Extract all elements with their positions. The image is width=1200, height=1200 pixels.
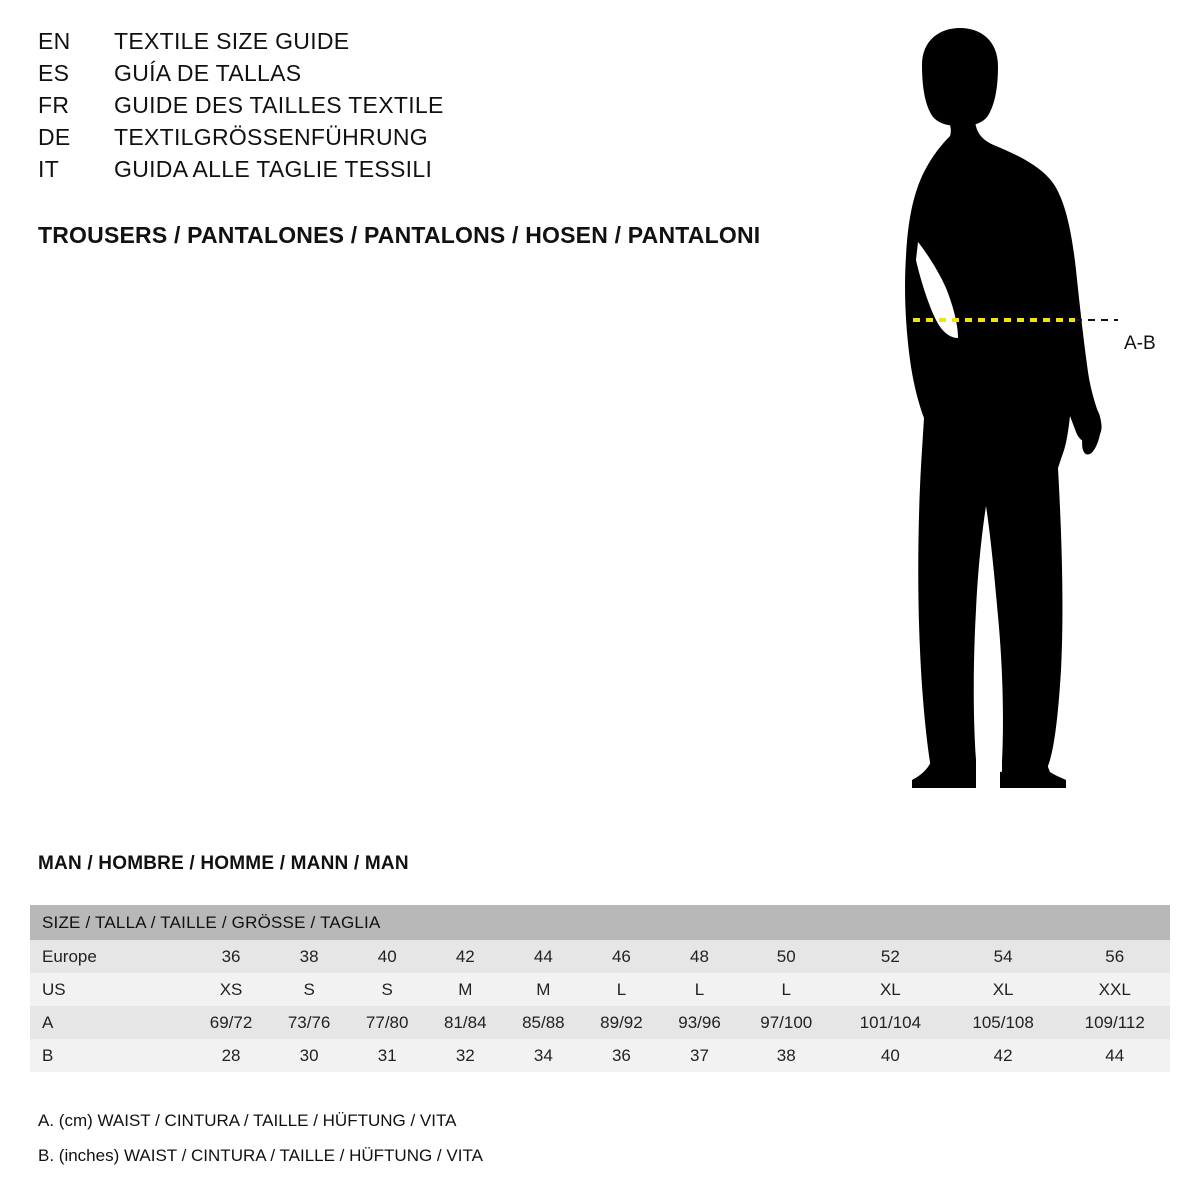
table-cell: 109/112 <box>1084 1012 1145 1032</box>
table-cell: 40 <box>377 946 397 966</box>
language-code: IT <box>38 156 60 182</box>
row-label: B <box>42 1045 54 1065</box>
table-cell: M <box>458 979 473 999</box>
table-cell: M <box>536 979 551 999</box>
table-cell: 101/104 <box>859 1012 922 1032</box>
language-title: GUÍA DE TALLAS <box>114 60 302 86</box>
table-body <box>30 940 1170 1072</box>
table-cell: 31 <box>377 1045 397 1065</box>
table-cell: 93/96 <box>678 1012 721 1032</box>
table-cell: 85/88 <box>522 1012 565 1032</box>
language-code: FR <box>38 92 70 118</box>
language-code: ES <box>38 60 70 86</box>
table-cell: 69/72 <box>209 1012 253 1032</box>
figure-illustration <box>800 20 1200 810</box>
measure-label-ab: A-B <box>1124 333 1156 354</box>
table-cell: 32 <box>455 1045 475 1065</box>
language-title: GUIDA ALLE TAGLIE TESSILI <box>114 156 433 182</box>
table-cell: XL <box>992 979 1014 999</box>
language-row <box>38 60 798 92</box>
table-head <box>30 905 1170 940</box>
table-row <box>30 1039 1170 1072</box>
table-cell: S <box>303 979 315 999</box>
footnote-a: A. (cm) WAIST / CINTURA / TAILLE / HÜFTUNG / VITA <box>38 1111 457 1130</box>
table-cell: 42 <box>455 946 475 966</box>
table-cell: 48 <box>690 946 709 966</box>
table-cell: 28 <box>221 1045 241 1065</box>
language-code: DE <box>38 124 71 150</box>
table-header-row <box>30 905 1170 940</box>
table-cell: 36 <box>611 1045 631 1065</box>
language-title: GUIDE DES TAILLES TEXTILE <box>114 92 444 118</box>
table-cell: XS <box>219 979 243 999</box>
language-code: EN <box>38 28 71 54</box>
table-row <box>30 1006 1170 1039</box>
table-cell: 44 <box>533 946 553 966</box>
table-cell: 77/80 <box>365 1012 409 1032</box>
table-cell: L <box>781 979 791 999</box>
table-cell: 56 <box>1105 946 1125 966</box>
language-title-block <box>38 28 798 188</box>
table-cell: 52 <box>880 946 900 966</box>
size-table <box>30 905 1170 1072</box>
table-cell: 30 <box>299 1045 319 1065</box>
table-cell: 73/76 <box>287 1012 331 1032</box>
table-row <box>30 940 1170 973</box>
table-column-header: SIZE / TALLA / TAILLE / GRÖSSE / TAGLIA <box>30 905 1170 940</box>
table-cell: 40 <box>880 1045 900 1065</box>
language-row <box>38 124 798 156</box>
man-silhouette-icon <box>800 20 1200 810</box>
language-row <box>38 156 798 188</box>
table-cell: 36 <box>221 946 241 966</box>
row-label: A <box>42 1012 54 1032</box>
row-label: US <box>42 979 66 999</box>
table-row <box>30 973 1170 1006</box>
table-cell: 44 <box>1105 1045 1125 1065</box>
garment-type-subtitle: TROUSERS / PANTALONES / PANTALONS / HOSEN / PANTALONI <box>38 222 761 248</box>
table-cell: L <box>616 979 627 999</box>
table-cell: L <box>694 979 705 999</box>
table-cell: 81/84 <box>444 1012 487 1032</box>
table-cell: S <box>381 979 393 999</box>
table-cell: 50 <box>776 946 796 966</box>
table-cell: 89/92 <box>600 1012 643 1032</box>
table-cell: 38 <box>299 946 319 966</box>
language-title: TEXTILE SIZE GUIDE <box>114 28 350 54</box>
language-title: TEXTILGRÖSSENFÜHRUNG <box>114 124 428 150</box>
table-cell: 38 <box>776 1045 796 1065</box>
table-cell: 97/100 <box>760 1012 813 1032</box>
table-cell: XXL <box>1098 979 1131 999</box>
row-label: Europe <box>42 946 97 966</box>
language-row <box>38 28 798 60</box>
table-cell: 54 <box>993 946 1013 966</box>
table-cell: 46 <box>611 946 631 966</box>
table-cell: 42 <box>993 1045 1013 1065</box>
table-group-label: MAN / HOMBRE / HOMME / MANN / MAN <box>38 853 409 874</box>
table-cell: 37 <box>690 1045 709 1065</box>
footnote-b: B. (inches) WAIST / CINTURA / TAILLE / HÜFTUNG / VITA <box>38 1146 483 1165</box>
table-cell: 105/108 <box>972 1012 1034 1032</box>
table-cell: XL <box>879 979 901 999</box>
table-cell: 34 <box>533 1045 553 1065</box>
language-row <box>38 92 798 124</box>
